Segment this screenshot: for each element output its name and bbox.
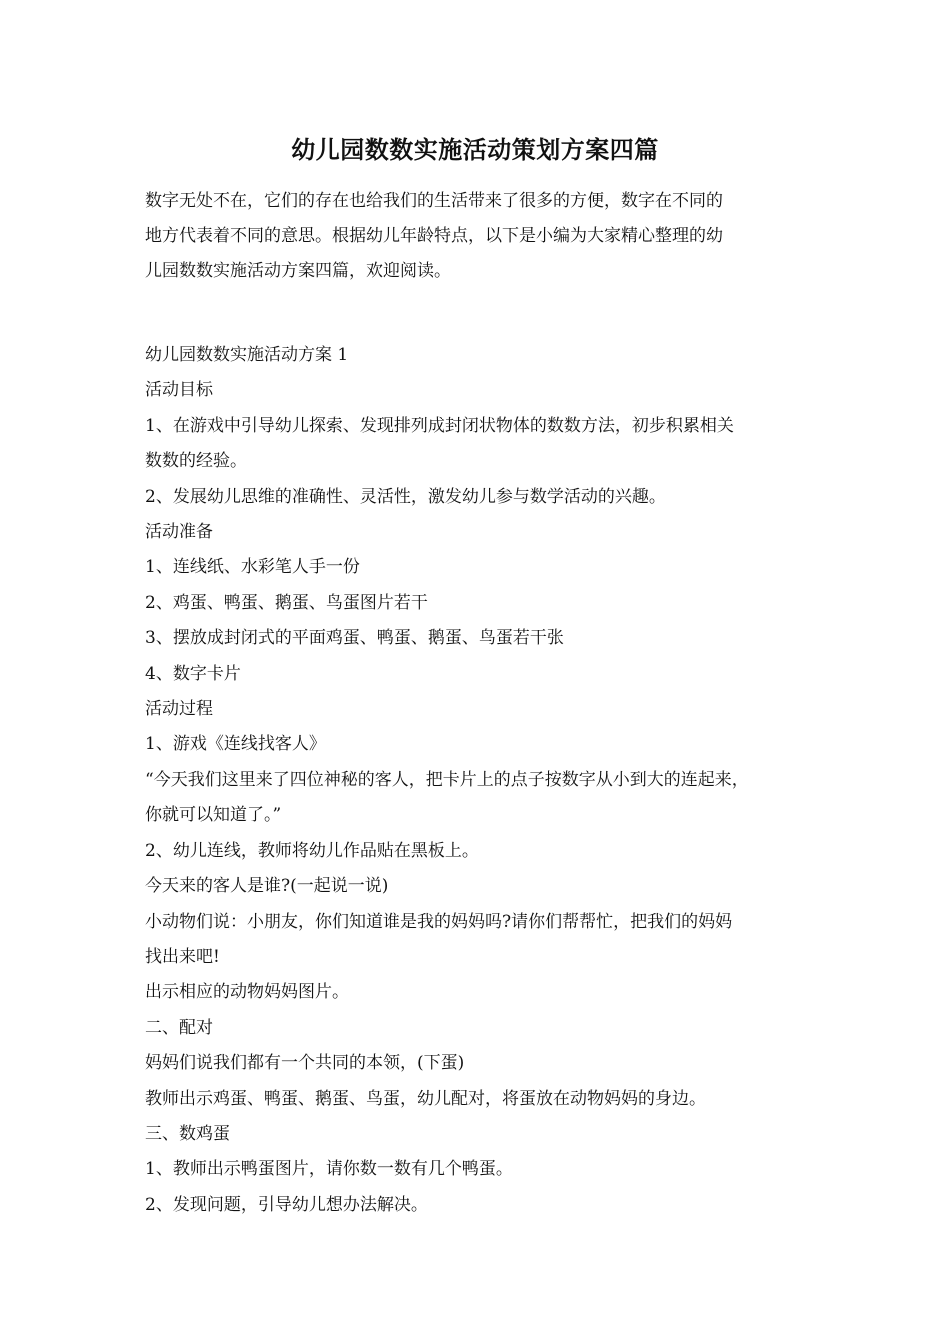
intro-line: 数字无处不在，它们的存在也给我们的生活带来了很多的方便，数字在不同的 (145, 191, 723, 211)
document-body (145, 184, 825, 1223)
subheading-counting-eggs: 三、数鸡蛋 (145, 1123, 230, 1144)
text-line: 2、幼儿连线，教师将幼儿作品贴在黑板上。 (145, 840, 479, 861)
text-line: 2、鸡蛋、鸭蛋、鹅蛋、鸟蛋图片若干 (145, 592, 428, 613)
intro-line: 地方代表着不同的意思。根据幼儿年龄特点，以下是小编为大家精心整理的幼 (145, 226, 723, 246)
text-line: 妈妈们说我们都有一个共同的本领，(下蛋) (145, 1053, 465, 1074)
text-line: 2、发展幼儿思维的准确性、灵活性，激发幼儿参与数学活动的兴趣。 (145, 486, 666, 507)
text-line: 4、数字卡片 (145, 663, 241, 684)
text-line: 小动物们说：小朋友，你们知道谁是我的妈妈吗?请你们帮帮忙，把我们的妈妈 (145, 911, 733, 932)
text-line: 1、游戏《连线找客人》 (145, 734, 326, 755)
text-line: 你就可以知道了。” (145, 805, 282, 826)
text-line: 找出来吧! (145, 946, 220, 967)
text-line: “今天我们这里来了四位神秘的客人，把卡片上的点子按数字从小到大的连起来， (145, 769, 749, 790)
text-line: 出示相应的动物妈妈图片。 (145, 982, 349, 1003)
text-line: 数数的经验。 (145, 451, 247, 472)
plan-content (145, 338, 825, 1223)
intro-paragraph (145, 184, 825, 289)
text-line: 1、在游戏中引导幼儿探索、发现排列成封闭状物体的数数方法，初步积累相关 (145, 415, 734, 436)
text-line: 教师出示鸡蛋、鸭蛋、鹅蛋、鸟蛋，幼儿配对，将蛋放在动物妈妈的身边。 (145, 1088, 706, 1109)
intro-line: 儿园数数实施活动方案四篇，欢迎阅读。 (145, 261, 451, 281)
text-line: 2、发现问题，引导幼儿想办法解决。 (145, 1194, 428, 1215)
text-line: 1、连线纸、水彩笔人手一份 (145, 557, 360, 578)
subheading-process: 活动过程 (145, 699, 213, 720)
section-heading: 幼儿园数数实施活动方案 1 (145, 345, 349, 365)
text-line: 今天来的客人是谁?(一起说一说) (145, 876, 389, 897)
subheading-matching: 二、配对 (145, 1017, 213, 1038)
document-title: 幼儿园数数实施活动策划方案四篇 (291, 135, 659, 164)
text-line: 3、摆放成封闭式的平面鸡蛋、鸭蛋、鹅蛋、鸟蛋若干张 (145, 628, 564, 649)
blank-line (145, 289, 825, 338)
text-line: 1、教师出示鸭蛋图片，请你数一数有几个鸭蛋。 (145, 1159, 513, 1180)
subheading-preparation: 活动准备 (145, 522, 213, 543)
subheading-goals: 活动目标 (145, 380, 213, 401)
